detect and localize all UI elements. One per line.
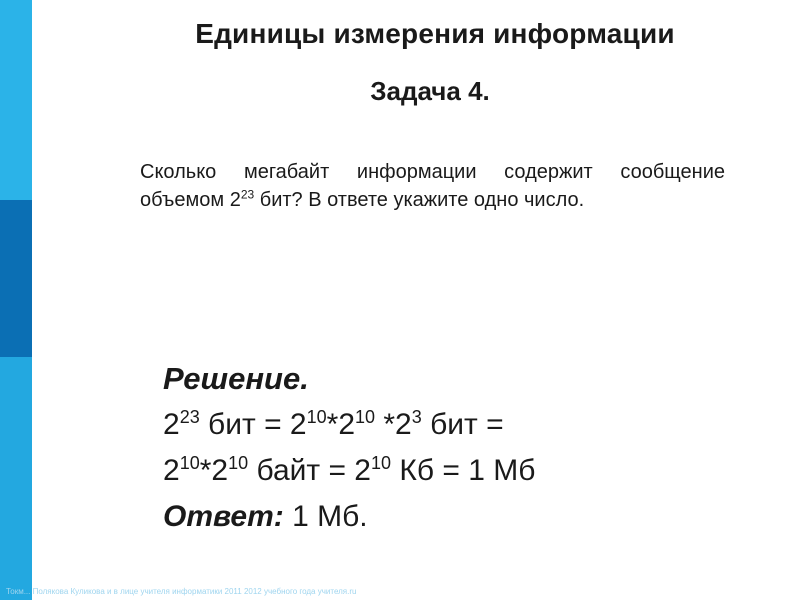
problem-exponent: 23 [240,187,255,202]
problem-text [140,158,725,214]
s2-t2: байт = 2 [248,454,371,487]
accent-segment-bottom [0,357,32,600]
s2-t1: *2 [199,454,229,487]
s2-e2: 10 [228,453,249,473]
footer-credit: Токм... Полякова Куликова и в лице учителя информатики 2011 2012 учебного года учителя.ru [6,587,357,596]
s2-e1: 10 [179,453,200,473]
answer-value: 1 Мб. [283,500,368,533]
slide-subtitle: Задача 4. [370,76,490,106]
solution-heading: Решение. [163,361,309,396]
slide-title: Единицы измерения информации [195,18,675,49]
s1-t1: бит = 2 [199,408,307,441]
answer-label: Ответ: [163,500,284,533]
s2-b1: 2 [163,454,180,487]
s1-e4: 3 [411,407,422,427]
problem-part1: Сколько мегабайт информации содержит сообщение объемом 2 [140,161,725,211]
accent-segment-middle [0,200,32,357]
s1-b1: 2 [163,408,180,441]
s1-e2: 10 [306,407,327,427]
s1-t4: бит = [421,408,504,441]
s2-e3: 10 [371,453,392,473]
s1-t3: *2 [375,408,412,441]
solution-line-1 [163,402,763,448]
s1-e3: 10 [355,407,376,427]
solution-line-2 [163,448,763,494]
problem-part2: бит? В ответе укажите одно число. [254,189,585,211]
solution-block [163,356,763,540]
s1-e1: 23 [179,407,200,427]
s1-t2: *2 [326,408,355,441]
answer-line [163,494,763,540]
s2-t3: Кб = 1 Мб [391,454,536,487]
